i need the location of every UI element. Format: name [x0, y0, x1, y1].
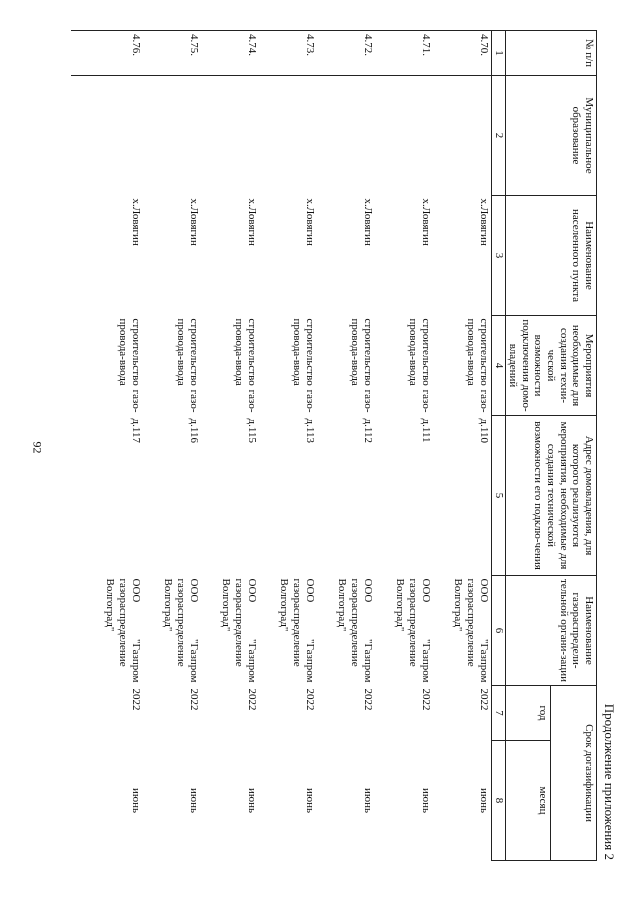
- table-row: [433, 31, 492, 861]
- row-measure-line-2: провода-ввода: [290, 318, 303, 386]
- row-organization-line-2: газораспределение Волгоград": [278, 578, 303, 667]
- row-address: д.110: [477, 418, 490, 443]
- row-measure-line-2: провода-ввода: [348, 318, 361, 386]
- row-settlement: х.Ловягин: [129, 198, 142, 246]
- column-number: 3: [491, 196, 505, 316]
- row-year: 2022: [129, 688, 142, 711]
- row-year: 2022: [419, 688, 432, 711]
- header-measures: Мероприятия необходимые для создания техни-ческой возможности подключения домо-владений: [505, 316, 596, 416]
- header-deadline: Срок догазификации: [551, 686, 597, 861]
- row-settlement: х.Ловягин: [303, 198, 316, 246]
- row-municipality: [317, 76, 375, 196]
- row-month: июнь: [129, 788, 142, 814]
- row-number: 4.70.: [433, 31, 492, 76]
- row-organization: [259, 576, 317, 686]
- header-municipality: Муниципальное образование: [505, 76, 596, 196]
- row-measure: [143, 316, 201, 416]
- row-municipality: [143, 76, 201, 196]
- row-year: 2022: [303, 688, 316, 711]
- row-month: июнь: [245, 788, 258, 814]
- row-organization: [143, 576, 201, 686]
- row-organization: [317, 576, 375, 686]
- row-month: июнь: [303, 788, 316, 814]
- row-organization-line-1: ООО "Газпром: [129, 578, 142, 683]
- appendix-title: Продолжение приложения 2: [602, 703, 617, 860]
- row-measure-line-1: строительство газо-: [245, 318, 258, 413]
- table-row: [259, 31, 317, 861]
- row-month: июнь: [187, 788, 200, 814]
- row-organization-line-2: газораспределение Волгоград": [394, 578, 419, 667]
- column-number-row: [491, 31, 505, 861]
- row-organization-line-1: ООО "Газпром: [419, 578, 432, 683]
- row-address: д.113: [303, 418, 316, 443]
- row-organization: [71, 576, 143, 686]
- row-measure: [259, 316, 317, 416]
- row-measure-line-1: строительство газо-: [419, 318, 432, 413]
- row-organization: [201, 576, 259, 686]
- header-address: Адрес домовладения, для которого реализуются мероприятия, необходимые для создания технической возможности его подклю-чения: [505, 416, 596, 576]
- column-number: 4: [491, 316, 505, 416]
- row-organization: [375, 576, 433, 686]
- header-organization: Наименование газораспредели-тельной органи-зации: [505, 576, 596, 686]
- row-measure-line-2: провода-ввода: [116, 318, 129, 386]
- column-number: 1: [491, 31, 505, 76]
- row-number: 4.76.: [71, 31, 143, 76]
- row-organization-line-2: газораспределение Волгоград": [104, 578, 129, 667]
- row-year: 2022: [187, 688, 200, 711]
- row-address: д.115: [245, 418, 258, 443]
- row-year: 2022: [477, 688, 490, 711]
- table-row: [71, 31, 143, 861]
- row-year: 2022: [245, 688, 258, 711]
- row-measure: [71, 316, 143, 416]
- table-row: [375, 31, 433, 861]
- column-number: 6: [491, 576, 505, 686]
- header-settlement: Наименование населенного пункта: [505, 196, 596, 316]
- header-number: № п/п: [505, 31, 596, 76]
- page-number: 92: [30, 441, 45, 454]
- column-number: 8: [491, 741, 505, 861]
- row-number: 4.73.: [259, 31, 317, 76]
- row-number: 4.72.: [317, 31, 375, 76]
- row-organization-line-2: газораспределение Волгоград": [162, 578, 187, 667]
- table-row: [143, 31, 201, 861]
- table-row: [317, 31, 375, 861]
- row-organization-line-1: ООО "Газпром: [303, 578, 316, 683]
- header-row: [551, 31, 597, 861]
- row-month: июнь: [361, 788, 374, 814]
- row-municipality: [259, 76, 317, 196]
- row-measure-line-1: строительство газо-: [477, 318, 490, 413]
- row-settlement: х.Ловягин: [245, 198, 258, 246]
- column-number: 2: [491, 76, 505, 196]
- row-measure: [201, 316, 259, 416]
- header-year: год: [505, 686, 551, 741]
- row-number: 4.71.: [375, 31, 433, 76]
- column-number: 5: [491, 416, 505, 576]
- row-number: 4.75.: [143, 31, 201, 76]
- row-address: д.116: [187, 418, 200, 443]
- row-organization-line-2: газораспределение Волгоград": [336, 578, 361, 667]
- row-organization: [433, 576, 492, 686]
- row-organization-line-1: ООО "Газпром: [361, 578, 374, 683]
- row-settlement: х.Ловягин: [419, 198, 432, 246]
- row-measure-line-2: провода-ввода: [174, 318, 187, 386]
- row-municipality: [71, 76, 143, 196]
- row-municipality: [433, 76, 492, 196]
- column-number: 7: [491, 686, 505, 741]
- row-measure-line-2: провода-ввода: [232, 318, 245, 386]
- row-settlement: х.Ловягин: [361, 198, 374, 246]
- row-measure: [375, 316, 433, 416]
- row-measure-line-1: строительство газо-: [129, 318, 142, 413]
- table-row: [201, 31, 259, 861]
- header-month: месяц: [505, 741, 551, 861]
- row-month: июнь: [419, 788, 432, 814]
- row-organization-line-1: ООО "Газпром: [477, 578, 490, 683]
- row-measure-line-1: строительство газо-: [303, 318, 316, 413]
- row-address: д.111: [419, 418, 432, 443]
- row-settlement: х.Ловягин: [187, 198, 200, 246]
- row-address: д.117: [129, 418, 142, 443]
- row-municipality: [375, 76, 433, 196]
- table-body: [71, 31, 492, 861]
- row-address: д.112: [361, 418, 374, 443]
- row-municipality: [201, 76, 259, 196]
- row-measure-line-1: строительство газо-: [187, 318, 200, 413]
- row-year: 2022: [361, 688, 374, 711]
- row-measure-line-2: провода-ввода: [406, 318, 419, 386]
- row-number: 4.74.: [201, 31, 259, 76]
- gasification-table: [71, 30, 597, 861]
- row-organization-line-1: ООО "Газпром: [245, 578, 258, 683]
- row-organization-line-1: ООО "Газпром: [187, 578, 200, 683]
- row-organization-line-2: газораспределение Волгоград": [220, 578, 245, 667]
- row-settlement: х.Ловягин: [477, 198, 490, 246]
- row-organization-line-2: газораспределение Волгоград": [452, 578, 477, 667]
- row-measure-line-2: провода-ввода: [464, 318, 477, 386]
- row-measure: [317, 316, 375, 416]
- row-measure: [433, 316, 492, 416]
- row-month: июнь: [477, 788, 490, 814]
- rotated-page: [42, 30, 617, 860]
- row-measure-line-1: строительство газо-: [361, 318, 374, 413]
